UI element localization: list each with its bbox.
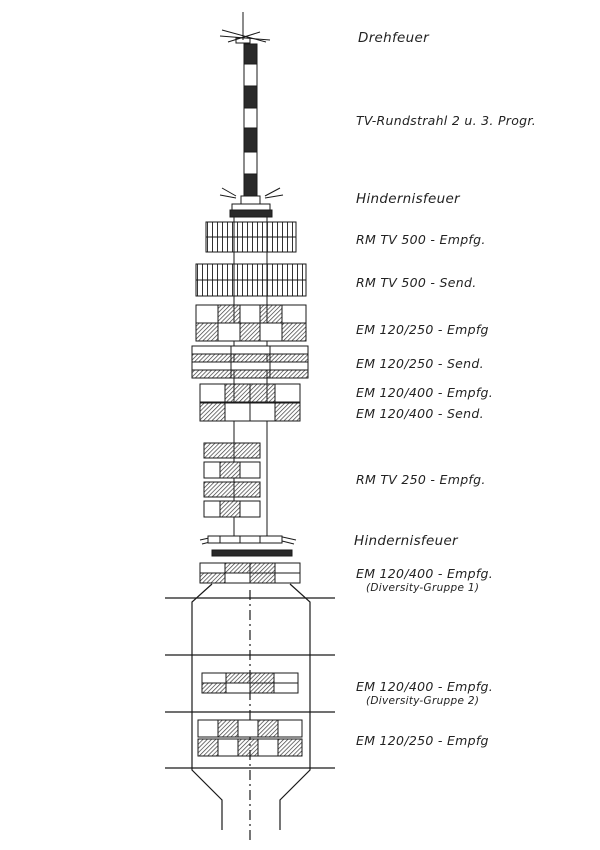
tower-body [165, 584, 335, 840]
label-hindernisfeuer-2: Hindernisfeuer [354, 533, 458, 549]
drehfeuer-beacon [220, 12, 270, 43]
antenna-em-120-400-empfg-send [200, 384, 300, 421]
label-tv-rundstrahl: TV-Rundstrahl 2 u. 3. Progr. [356, 113, 536, 128]
label-em-120-400-empfg: EM 120/400 - Empfg. [356, 385, 494, 400]
label-em-120-250-empfg-1: EM 120/250 - Empfg [356, 322, 489, 337]
label-em-120-400-div1: EM 120/400 - Empfg. [356, 566, 494, 581]
label-em-120-250-empfg-2: EM 120/250 - Empfg [356, 733, 489, 748]
antenna-em-120-250-send [192, 346, 308, 378]
antenna-rm-tv500-empfg [206, 222, 296, 252]
antenna-em-120-400-diversity-1 [200, 563, 300, 583]
label-diversity-gruppe-1: (Diversity-Gruppe 1) [366, 582, 480, 594]
label-em-120-400-send: EM 120/400 - Send. [356, 406, 484, 421]
antenna-em-120-400-diversity-2 [202, 673, 298, 693]
antenna-rm-tv250-empfg [204, 443, 260, 517]
label-em-120-250-send: EM 120/250 - Send. [356, 356, 484, 371]
label-drehfeuer: Drehfeuer [358, 30, 429, 46]
label-rm-tv500-empfg: RM TV 500 - Empfg. [356, 232, 486, 247]
label-rm-tv500-send: RM TV 500 - Send. [356, 275, 477, 290]
label-em-120-400-div2: EM 120/400 - Empfg. [356, 679, 494, 694]
label-rm-tv250-empfg: RM TV 250 - Empfg. [356, 472, 486, 487]
antenna-em-120-250-empfg-upper [196, 305, 306, 341]
antenna-rm-tv500-send [196, 264, 306, 296]
antenna-mast [241, 44, 260, 204]
label-hindernisfeuer-1: Hindernisfeuer [356, 191, 460, 207]
hindernisfeuer-lower [200, 536, 296, 556]
label-diversity-gruppe-2: (Diversity-Gruppe 2) [366, 695, 480, 707]
